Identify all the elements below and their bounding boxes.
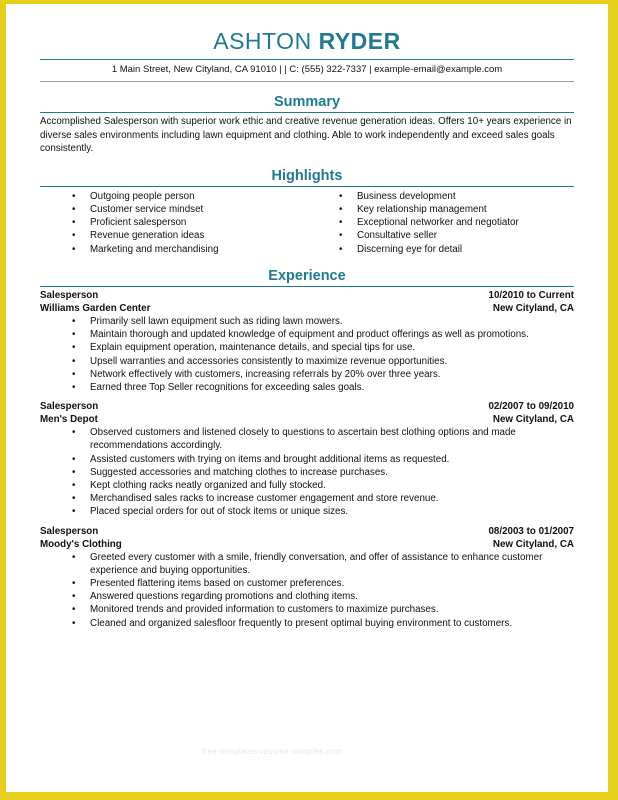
- highlight-item: • Discerning eye for detail: [339, 243, 574, 256]
- resume-page: [6, 4, 608, 792]
- highlight-item: • Exceptional networker and negotiator: [339, 216, 574, 229]
- job-entry: [40, 525, 574, 630]
- duty-item: • Earned three Top Seller recognitions for exceeding sales goals.: [72, 381, 574, 394]
- duty-item: • Answered questions regarding promotions and clothing items.: [72, 590, 574, 603]
- summary-text: Accomplished Salesperson with superior work ethic and creative revenue generation ideas. Offers 10+ years experience in diverse sales environments including lawn equipment and clothing. Able to work independently and exceed sales goals consistently.: [40, 116, 572, 154]
- duty-item: • Greeted every customer with a smile, friendly conversation, and offer of assistance to enhance customer experience and buying opportunities.: [72, 551, 574, 577]
- duty-item: • Assisted customers with trying on items and brought additional items as requested.: [72, 453, 574, 466]
- job-dates: 10/2010 to Current: [488, 289, 574, 301]
- duty-item: • Maintain thorough and updated knowledge of equipment and product offerings as well as promotions.: [72, 328, 574, 341]
- highlights-left-column: [40, 190, 307, 256]
- duty-item: • Merchandised sales racks to increase customer engagement and store revenue.: [72, 492, 574, 505]
- job-location: New Cityland, CA: [492, 302, 574, 314]
- job-duties: [40, 315, 574, 394]
- summary-heading: Summary: [273, 94, 341, 110]
- duty-item: • Kept clothing racks neatly organized and fully stocked.: [72, 479, 574, 492]
- job-location: New Cityland, CA: [492, 414, 574, 426]
- highlight-item: • Marketing and merchandising: [72, 243, 307, 256]
- job-dates: 02/2007 to 09/2010: [488, 401, 574, 413]
- highlights-divider: [40, 186, 574, 187]
- duty-item: • Placed special orders for out of stock items or unique sizes.: [72, 505, 574, 518]
- last-name: RYDER: [318, 28, 401, 54]
- job-duties: [40, 426, 574, 518]
- highlight-item: • Proficient salesperson: [72, 216, 307, 229]
- highlights-right-column: [307, 190, 574, 256]
- first-name: ASHTON: [213, 28, 312, 54]
- name-divider: [40, 59, 574, 60]
- job-company: Williams Garden Center: [40, 302, 151, 314]
- job-duties: [40, 551, 574, 630]
- experience-divider: [40, 286, 574, 287]
- duty-item: • Observed customers and listened closely to questions to ascertain best clothing options and made recommendations accordingly.: [72, 426, 574, 452]
- candidate-name: [40, 28, 574, 54]
- highlights-list: [40, 190, 574, 256]
- highlight-item: • Business development: [339, 190, 574, 203]
- highlight-item: • Key relationship management: [339, 203, 574, 216]
- job-entry: [40, 400, 574, 518]
- duty-item: • Presented flattering items based on customer preferences.: [72, 577, 574, 590]
- job-role: Salesperson: [40, 525, 99, 537]
- duty-item: • Monitored trends and provided information to customers to maximize purchases.: [72, 603, 574, 616]
- job-location: New Cityland, CA: [492, 538, 574, 550]
- job-company: Men's Depot: [40, 414, 98, 426]
- job-entry: [40, 289, 574, 394]
- duty-item: • Primarily sell lawn equipment such as riding lawn mowers.: [72, 315, 574, 328]
- contact-divider: [40, 81, 574, 82]
- experience-heading: Experience: [268, 267, 346, 284]
- job-role: Salesperson: [40, 401, 99, 413]
- job-role: Salesperson: [40, 289, 99, 301]
- duty-item: • Cleaned and organized salesfloor frequently to present optimal buying environment to customers.: [72, 617, 574, 630]
- highlight-item: • Customer service mindset: [72, 203, 307, 216]
- highlight-item: • Consultative seller: [339, 229, 574, 242]
- duty-item: • Explain equipment operation, maintenance details, and special tips for use.: [72, 341, 574, 354]
- duty-item: • Network effectively with customers, increasing referrals by 20% over three years.: [72, 368, 574, 381]
- duty-item: • Upsell warranties and accessories consistently to maximize revenue opportunities.: [72, 355, 574, 368]
- duty-item: • Suggested accessories and matching clothes to increase purchases.: [72, 466, 574, 479]
- summary-divider: [40, 112, 574, 113]
- highlights-heading: Highlights: [271, 167, 343, 184]
- watermark-text: free-templates-resume-samples.com: [202, 747, 343, 756]
- job-company: Moody's Clothing: [40, 538, 122, 550]
- job-dates: 08/2003 to 01/2007: [488, 525, 574, 537]
- highlight-item: • Outgoing people person: [72, 190, 307, 203]
- contact-line: 1 Main Street, New Cityland, CA 91010 | | C: (555) 322-7337 | example-email@example.com: [111, 64, 503, 75]
- highlight-item: • Revenue generation ideas: [72, 229, 307, 242]
